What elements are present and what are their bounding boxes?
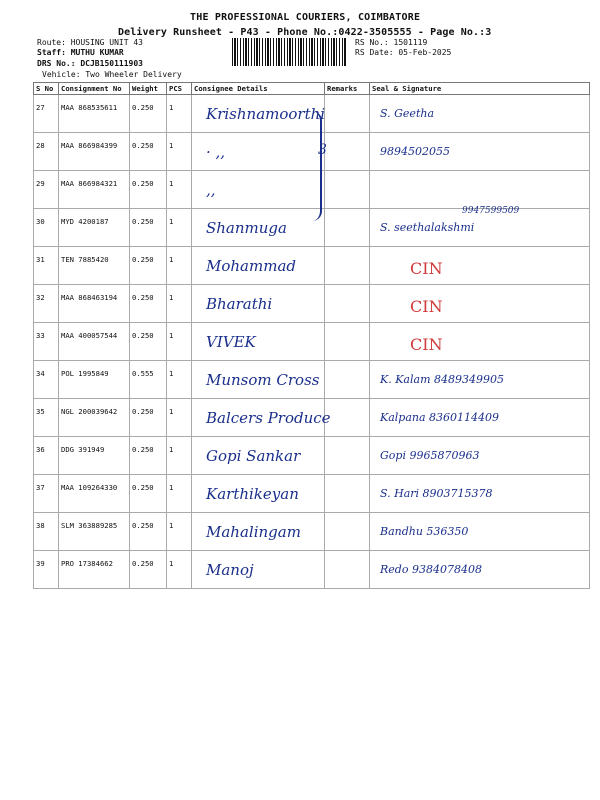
signature-handwriting: 9894502055 [380, 145, 450, 158]
row-sno: 37 [34, 475, 59, 513]
row-remarks [325, 285, 370, 323]
table-row [34, 437, 590, 475]
row-pcs: 1 [167, 247, 192, 285]
rs-no-value: 1501119 [393, 38, 428, 47]
row-consignment-no: MAA 866984399 [59, 133, 130, 171]
signature-handwriting: Redo 9384078408 [380, 563, 482, 576]
consignee-handwriting: ,, [206, 181, 216, 199]
row-remarks [325, 247, 370, 285]
row-remarks [325, 95, 370, 133]
row-signature-cell [370, 95, 590, 133]
row-pcs: 1 [167, 437, 192, 475]
table-row [34, 323, 590, 361]
staff-value: MUTHU KUMAR [70, 48, 124, 57]
route-line: Route: HOUSING UNIT 43 [37, 38, 143, 47]
row-remarks [325, 475, 370, 513]
route-value: HOUSING UNIT 43 [70, 38, 143, 47]
consignee-handwriting: · ,, [206, 143, 226, 161]
row-weight: 0.250 [130, 475, 167, 513]
row-consignee-cell [192, 475, 325, 513]
row-sno: 35 [34, 399, 59, 437]
signature-handwriting: Gopi 9965870963 [380, 449, 480, 462]
col-sno: S No [34, 83, 59, 95]
row-consignee-cell [192, 247, 325, 285]
runsheet-title: Delivery Runsheet - P43 - Phone No.:0422-3505555 - Page No.:3 [118, 27, 492, 38]
signature-handwriting: S. Hari 8903715378 [380, 487, 493, 500]
table-header-row [34, 83, 590, 95]
bracket-mark [306, 111, 322, 221]
signature-handwriting: S. seethalakshmi [380, 221, 475, 234]
drs-line: DRS No.: DCJB150111903 [37, 59, 143, 68]
company-title: THE PROFESSIONAL COURIERS, COIMBATORE [190, 12, 421, 23]
row-signature-cell [370, 475, 590, 513]
row-sno: 33 [34, 323, 59, 361]
row-signature-cell [370, 437, 590, 475]
row-remarks [325, 399, 370, 437]
row-sno: 32 [34, 285, 59, 323]
table-row [34, 285, 590, 323]
row-sno: 27 [34, 95, 59, 133]
row-signature-cell [370, 399, 590, 437]
row-signature-cell [370, 247, 590, 285]
row-sno: 34 [34, 361, 59, 399]
table-row [34, 513, 590, 551]
row-weight: 0.250 [130, 133, 167, 171]
row-pcs: 1 [167, 285, 192, 323]
row-signature-cell [370, 361, 590, 399]
table-row [34, 361, 590, 399]
row-remarks [325, 551, 370, 589]
col-weight: Weight [130, 83, 167, 95]
consignee-handwriting: Krishnamoorthi [206, 105, 326, 123]
consignee-handwriting: Manoj [206, 561, 254, 579]
bracket-note: 3 [318, 142, 327, 158]
row-signature-cell [370, 171, 590, 209]
row-remarks [325, 361, 370, 399]
signature-handwriting: K. Kalam 8489349905 [380, 373, 504, 386]
row-pcs: 1 [167, 95, 192, 133]
row-sno: 29 [34, 171, 59, 209]
row-pcs: 1 [167, 133, 192, 171]
col-consignee: Consignee Details [192, 83, 325, 95]
signature-handwriting: Kalpana 8360114409 [380, 411, 500, 424]
row-remarks [325, 323, 370, 361]
row-consignment-no: SLM 363889285 [59, 513, 130, 551]
row-weight: 0.250 [130, 95, 167, 133]
consignee-handwriting: Karthikeyan [206, 485, 299, 503]
row-weight: 0.250 [130, 247, 167, 285]
consignee-handwriting: Shanmuga [206, 219, 287, 237]
row-weight: 0.250 [130, 209, 167, 247]
row-weight: 0.555 [130, 361, 167, 399]
row-remarks [325, 209, 370, 247]
row-weight: 0.250 [130, 323, 167, 361]
signature-handwriting: CIN [410, 259, 443, 278]
row-remarks [325, 437, 370, 475]
col-signature: Seal & Signature [370, 83, 590, 95]
row-pcs: 1 [167, 475, 192, 513]
signature-handwriting: CIN [410, 297, 443, 316]
rs-date-line: RS Date: 05-Feb-2025 [355, 48, 452, 57]
row-consignee-cell [192, 171, 325, 209]
row-consignment-no: DDG 391949 [59, 437, 130, 475]
staff-line: Staff: MUTHU KUMAR [37, 48, 124, 57]
consignee-handwriting: Mohammad [206, 257, 296, 275]
row-pcs: 1 [167, 323, 192, 361]
row-consignment-no: NGL 200039642 [59, 399, 130, 437]
row-weight: 0.250 [130, 171, 167, 209]
row-sno: 36 [34, 437, 59, 475]
row-signature-cell [370, 513, 590, 551]
row-consignment-no: MAA 868535611 [59, 95, 130, 133]
row-consignee-cell [192, 513, 325, 551]
drs-value: DCJB150111903 [80, 59, 143, 68]
row-consignment-no: MYD 4200187 [59, 209, 130, 247]
barcode [232, 38, 346, 66]
row-remarks [325, 133, 370, 171]
row30-phone-note: 9947599509 [462, 206, 520, 216]
consignee-handwriting: Balcers Produce [206, 409, 331, 427]
row-signature-cell [370, 551, 590, 589]
row-consignee-cell [192, 361, 325, 399]
consignee-handwriting: Mahalingam [206, 523, 301, 541]
vehicle-value: Two Wheeler Delivery [85, 70, 182, 79]
row-weight: 0.250 [130, 399, 167, 437]
row-pcs: 1 [167, 171, 192, 209]
row-sno: 30 [34, 209, 59, 247]
consignee-handwriting: Gopi Sankar [206, 447, 301, 465]
row-signature-cell [370, 323, 590, 361]
row-pcs: 1 [167, 513, 192, 551]
table-row [34, 551, 590, 589]
row-consignee-cell [192, 209, 325, 247]
consignee-handwriting: VIVEK [206, 333, 256, 351]
row-consignee-cell [192, 437, 325, 475]
row-pcs: 1 [167, 209, 192, 247]
row-weight: 0.250 [130, 551, 167, 589]
table-row [34, 247, 590, 285]
row-pcs: 1 [167, 399, 192, 437]
row-consignment-no: MAA 109264330 [59, 475, 130, 513]
table-row [34, 399, 590, 437]
row-sno: 28 [34, 133, 59, 171]
consignee-handwriting: Munsom Cross [206, 371, 320, 389]
row-consignment-no: PRO 17384662 [59, 551, 130, 589]
row-weight: 0.250 [130, 285, 167, 323]
row-signature-cell [370, 133, 590, 171]
row-consignment-no: TEN 7885420 [59, 247, 130, 285]
row-consignment-no: POL 1995849 [59, 361, 130, 399]
row-remarks [325, 513, 370, 551]
row-pcs: 1 [167, 551, 192, 589]
row-consignment-no: MAA 400057544 [59, 323, 130, 361]
row-sno: 39 [34, 551, 59, 589]
table-row [34, 475, 590, 513]
row-consignee-cell [192, 133, 325, 171]
row-consignee-cell [192, 323, 325, 361]
row-sno: 38 [34, 513, 59, 551]
signature-handwriting: S. Geetha [380, 107, 435, 120]
row-consignee-cell [192, 285, 325, 323]
signature-handwriting: Bandhu 536350 [380, 525, 469, 538]
col-remarks: Remarks [325, 83, 370, 95]
row-consignee-cell [192, 399, 331, 437]
rs-no-line: RS No.: 1501119 [355, 38, 428, 47]
col-pcs: PCS [167, 83, 192, 95]
row-consignee-cell [192, 95, 325, 133]
vehicle-line: Vehicle: Two Wheeler Delivery [42, 70, 182, 79]
row-remarks [325, 171, 370, 209]
row-weight: 0.250 [130, 513, 167, 551]
row-consignment-no: MAA 868463194 [59, 285, 130, 323]
row-signature-cell [370, 285, 590, 323]
signature-handwriting: CIN [410, 335, 443, 354]
consignee-handwriting: Bharathi [206, 295, 273, 313]
row-weight: 0.250 [130, 437, 167, 475]
row-consignee-cell [192, 551, 325, 589]
rs-date-value: 05-Feb-2025 [398, 48, 452, 57]
col-consignment: Consignment No [59, 83, 130, 95]
row-pcs: 1 [167, 361, 192, 399]
row-consignment-no: MAA 866984321 [59, 171, 130, 209]
row-sno: 31 [34, 247, 59, 285]
